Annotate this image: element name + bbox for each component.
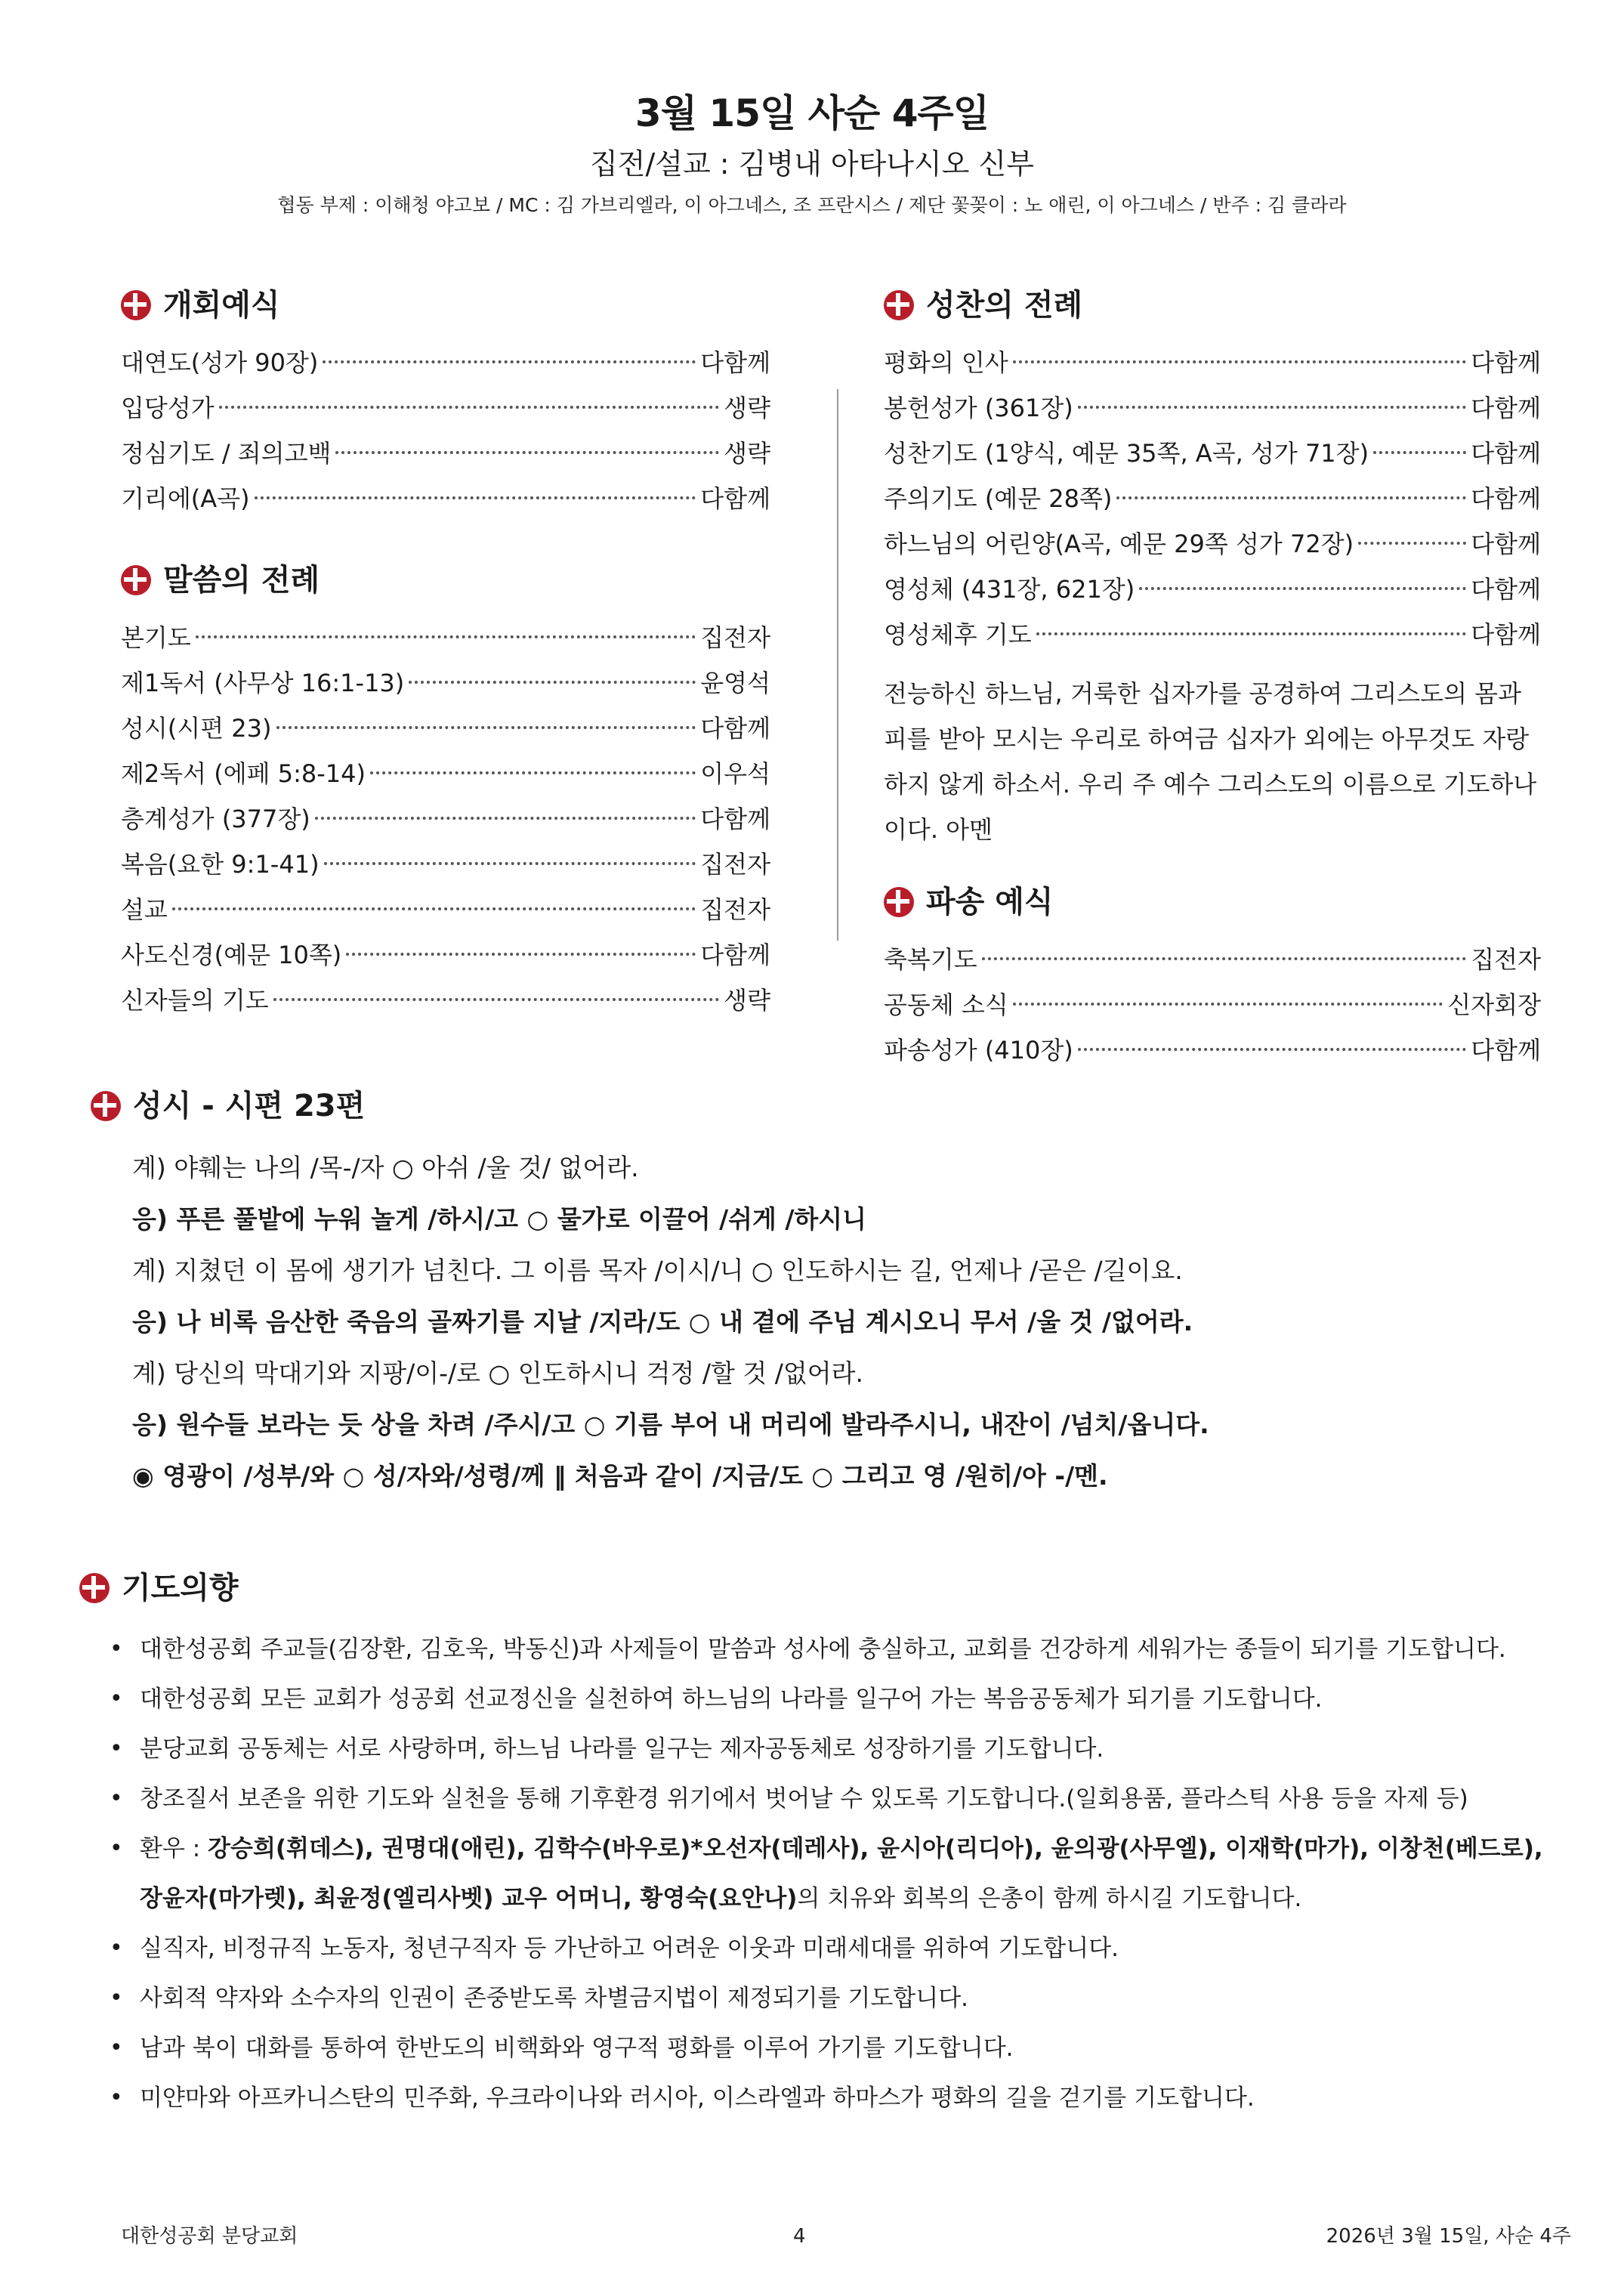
dot-leader (370, 771, 696, 774)
psalm-line: 응) 나 비록 음산한 죽음의 골짜기를 지날 /지라/도 ○ 내 곁에 주님 계시오니 무서 /울 것 /없어라. (132, 1307, 1193, 1337)
list-item: • 대한성공회 모든 교회가 성공회 선교정신을 실천하여 하느님의 나라를 일구어 가는 복음공동체가 되기를 기도합니다. (79, 1674, 1560, 1724)
entry-role: 생략 (724, 986, 770, 1015)
section-heading-word (121, 561, 770, 600)
order-entry (884, 340, 1541, 385)
entry-name: 축복기도 (884, 945, 977, 974)
opening-list (121, 340, 770, 521)
entry-role: 다함께 (700, 348, 770, 377)
dot-leader (1013, 360, 1467, 363)
right-column (884, 286, 1541, 1073)
cross-circle-icon (884, 887, 914, 917)
section-heading-intentions (79, 1568, 1560, 1608)
dot-leader (219, 406, 720, 409)
entry-role: 윤영석 (700, 669, 770, 697)
entry-role: 다함께 (1471, 575, 1541, 604)
eucharist-list (884, 340, 1541, 657)
dot-leader (335, 451, 719, 454)
order-entry (121, 385, 770, 431)
prayer-intentions-section (79, 1568, 1560, 2123)
order-entry (121, 932, 770, 978)
entry-name: 대연도(성가 90장) (121, 348, 319, 377)
order-entry (121, 660, 770, 706)
dot-leader (324, 862, 696, 865)
page-number: 4 (793, 2225, 806, 2248)
dot-leader (255, 496, 696, 499)
section-title: 기도의향 (122, 1571, 239, 1605)
dismissal-list (884, 937, 1541, 1073)
dot-leader (982, 957, 1467, 960)
entry-role: 다함께 (1471, 394, 1541, 422)
order-entry (884, 385, 1541, 431)
entry-name: 파송성가 (410장) (884, 1036, 1073, 1065)
list-item: • 창조질서 보존을 위한 기도와 실천을 통해 기후환경 위기에서 벗어날 수 있도록 기도합니다.(일회용품, 플라스틱 사용 등을 자제 등) (79, 1774, 1560, 1824)
spacer (121, 521, 770, 561)
entry-role: 다함께 (1471, 530, 1541, 558)
cross-circle-icon (121, 290, 151, 320)
dot-leader (1139, 587, 1466, 590)
order-entry (884, 1028, 1541, 1073)
psalm-line: 계) 당신의 막대기와 지팡/이-/로 ○ 인도하시니 걱정 /할 것 /없어라. (132, 1358, 864, 1388)
order-entry (884, 567, 1541, 612)
entry-name: 제1독서 (사무상 16:1-13) (121, 669, 405, 697)
cross-circle-icon (121, 565, 151, 595)
entry-name: 정심기도 / 죄의고백 (121, 439, 332, 468)
entry-name: 복음(요한 9:1-41) (121, 850, 320, 879)
dot-leader (1036, 632, 1467, 635)
entry-name: 층계성가 (377장) (121, 805, 310, 833)
list-item: • 미얀마와 아프카니스탄의 민주화, 우크라이나와 러시아, 이스라엘과 하마스가 평화의 길을 걷기를 기도합니다. (79, 2073, 1560, 2123)
page-title: 3월 15일 사순 4주일 (634, 91, 990, 135)
entry-name: 설교 (121, 895, 168, 924)
entry-role: 집전자 (1471, 945, 1541, 974)
roles-line: 협동 부제 : 이해청 야고보 / MC : 김 가브리엘라, 이 아그네스, 조 프란시스 / 제단 꽃꽂이 : 노 애린, 이 아그네스 / 반주 : 김 클라라 (277, 194, 1347, 216)
cross-circle-icon (91, 1091, 121, 1121)
entry-name: 사도신경(예문 10쪽) (121, 941, 342, 969)
bulletin-header (0, 89, 1624, 219)
list-item: • 남과 북이 대화를 통하여 한반도의 비핵화와 영구적 평화를 이루어 가기를 기도합니다. (79, 2023, 1560, 2073)
left-column (121, 286, 770, 1023)
dot-leader (172, 907, 696, 910)
entry-role: 다함께 (1471, 484, 1541, 513)
entry-role: 집전자 (700, 850, 770, 879)
entry-role: 생략 (724, 394, 770, 422)
order-entry (884, 982, 1541, 1028)
footer-date: 2026년 3월 15일, 사순 4주 (1326, 2225, 1571, 2248)
word-list (121, 615, 770, 1023)
section-title: 성찬의 전례 (926, 288, 1083, 323)
sick-suffix: 의 치유와 회복의 은총이 함께 하시길 기도합니다. (797, 1885, 1302, 1912)
entry-name: 하느님의 어린양(A곡, 예문 29쪽 성가 72장) (884, 530, 1354, 558)
order-entry (121, 842, 770, 887)
order-entry (121, 615, 770, 660)
entry-role: 집전자 (700, 623, 770, 652)
section-heading-psalm (91, 1086, 1541, 1126)
entry-name: 제2독서 (에페 5:8-14) (121, 759, 366, 788)
list-item: • 실직자, 비정규직 노동자, 청년구직자 등 가난하고 어려운 이웃과 미래세대를 위하여 기도합니다. (79, 1924, 1560, 1973)
entry-role: 다함께 (1471, 439, 1541, 468)
entry-name: 입당성가 (121, 394, 215, 422)
entry-role: 다함께 (1471, 348, 1541, 377)
psalm-text (132, 1142, 1541, 1502)
order-entry (121, 887, 770, 932)
entry-role: 다함께 (700, 484, 770, 513)
order-entry (884, 476, 1541, 521)
dot-leader (276, 726, 696, 729)
dot-leader (1013, 1003, 1443, 1006)
entry-name: 봉헌성가 (361장) (884, 394, 1073, 422)
order-entry (884, 612, 1541, 657)
entry-role: 다함께 (700, 714, 770, 743)
dot-leader (409, 681, 696, 684)
order-entry (121, 706, 770, 751)
dot-leader (1078, 406, 1466, 409)
section-heading-dismissal (884, 882, 1541, 922)
entry-role: 다함께 (700, 941, 770, 969)
dot-leader (273, 998, 720, 1001)
order-entry (884, 521, 1541, 567)
psalm-line: 계) 야훼는 나의 /목-/자 ○ 아쉬 /울 것/ 없어라. (132, 1153, 639, 1182)
section-title: 말씀의 전례 (163, 563, 320, 598)
entry-role: 다함께 (700, 805, 770, 833)
psalm-line: 응) 푸른 풀밭에 누워 놀게 /하시/고 ○ 물가로 이끌어 /쉬게 /하시니 (132, 1204, 867, 1234)
list-item: • 분당교회 공동체는 서로 사랑하며, 하느님 나라를 일구는 제자공동체로 성장하기를 기도합니다. (79, 1724, 1560, 1774)
order-entry (121, 476, 770, 521)
entry-name: 주의기도 (예문 28쪽) (884, 484, 1113, 513)
psalm-line: 계) 지쳤던 이 몸에 생기가 넘친다. 그 이름 목자 /이시/니 ○ 인도하시는 길, 언제나 /곧은 /길이요. (132, 1256, 1183, 1285)
entry-role: 다함께 (1471, 620, 1541, 649)
list-item: • 대한성공회 주교들(김장환, 김호욱, 박동신)과 사제들이 말씀과 성사에 충실하고, 교회를 건강하게 세워가는 종들이 되기를 기도합니다. (79, 1624, 1560, 1674)
section-title: 성시 - 시편 23편 (133, 1089, 366, 1123)
entry-role: 이우석 (700, 759, 770, 788)
order-entry (121, 978, 770, 1023)
dot-leader (196, 635, 696, 638)
intentions-list (79, 1624, 1560, 2123)
dot-leader (1373, 451, 1466, 454)
order-entry (121, 340, 770, 385)
footer-church: 대한성공회 분당교회 (121, 2225, 298, 2248)
column-divider (837, 389, 838, 941)
cross-circle-icon (79, 1573, 110, 1603)
entry-role: 신자회장 (1447, 990, 1541, 1019)
entry-name: 평화의 인사 (884, 348, 1008, 377)
entry-name: 신자들의 기도 (121, 986, 269, 1015)
entry-role: 생략 (724, 439, 770, 468)
entry-name: 성찬기도 (1양식, 예문 35쪽, A곡, 성가 71장) (884, 439, 1369, 468)
section-heading-eucharist (884, 286, 1541, 325)
entry-role: 다함께 (1471, 1036, 1541, 1065)
psalm-section (91, 1086, 1541, 1502)
entry-name: 성시(시편 23) (121, 714, 272, 743)
post-communion-prayer: 전능하신 하느님, 거룩한 십자가를 공경하여 그리스도의 몸과 피를 받아 모시는 우리로 하여금 십자가 외에는 아무것도 자랑하지 않게 하소서. 우리 주 예수 그리스도의 이름으로 기도하나이다. 아멘 (884, 679, 1537, 844)
entry-name: 공동체 소식 (884, 990, 1008, 1019)
entry-name: 영성체 (431장, 621장) (884, 575, 1135, 604)
entry-role: 집전자 (700, 895, 770, 924)
dot-leader (1358, 542, 1466, 545)
dot-leader (346, 953, 696, 956)
order-entry (121, 431, 770, 476)
entry-name: 기리에(A곡) (121, 484, 250, 513)
section-title: 파송 예식 (926, 885, 1054, 919)
dot-leader (1116, 496, 1466, 499)
section-heading-opening (121, 286, 770, 325)
order-entry (121, 796, 770, 842)
cross-circle-icon (884, 290, 914, 320)
order-entry (884, 431, 1541, 476)
sick-label: 환우 : (140, 1835, 208, 1862)
entry-name: 본기도 (121, 623, 191, 652)
entry-name: 영성체후 기도 (884, 620, 1032, 649)
dot-leader (1078, 1048, 1466, 1051)
psalm-line: ◉ 영광이 /성부/와 ○ 성/자와/성령/께 ‖ 처음과 같이 /지금/도 ○ 그리고 영 /원히/아 -/멘. (132, 1461, 1108, 1491)
sick-names: 강승희(휘데스), 권명대(애린), 김학수(바우로)*오선자(데레사), 윤시아(리디아), 윤의광(사무엘), 이재학(마가), 이창천(베드로), 장윤자(마가렛), 최윤정(엘리사벳) 교우 어머니, 황영숙(요안나) (140, 1835, 1543, 1912)
order-entry (121, 751, 770, 796)
dot-leader (323, 360, 696, 363)
psalm-line: 응) 원수들 보라는 듯 상을 차려 /주시/고 ○ 기름 부어 내 머리에 발라주시니, 내잔이 /넘치/옵니다. (132, 1410, 1209, 1439)
celebrant-line: 집전/설교 : 김병내 아타나시오 신부 (590, 147, 1034, 181)
list-item: • 사회적 약자와 소수자의 인권이 존중받도록 차별금지법이 제정되기를 기도합니다. (79, 1973, 1560, 2023)
dot-leader (315, 817, 696, 820)
order-entry (884, 937, 1541, 982)
section-title: 개회예식 (163, 288, 280, 323)
list-item-sick (79, 1824, 1560, 1924)
